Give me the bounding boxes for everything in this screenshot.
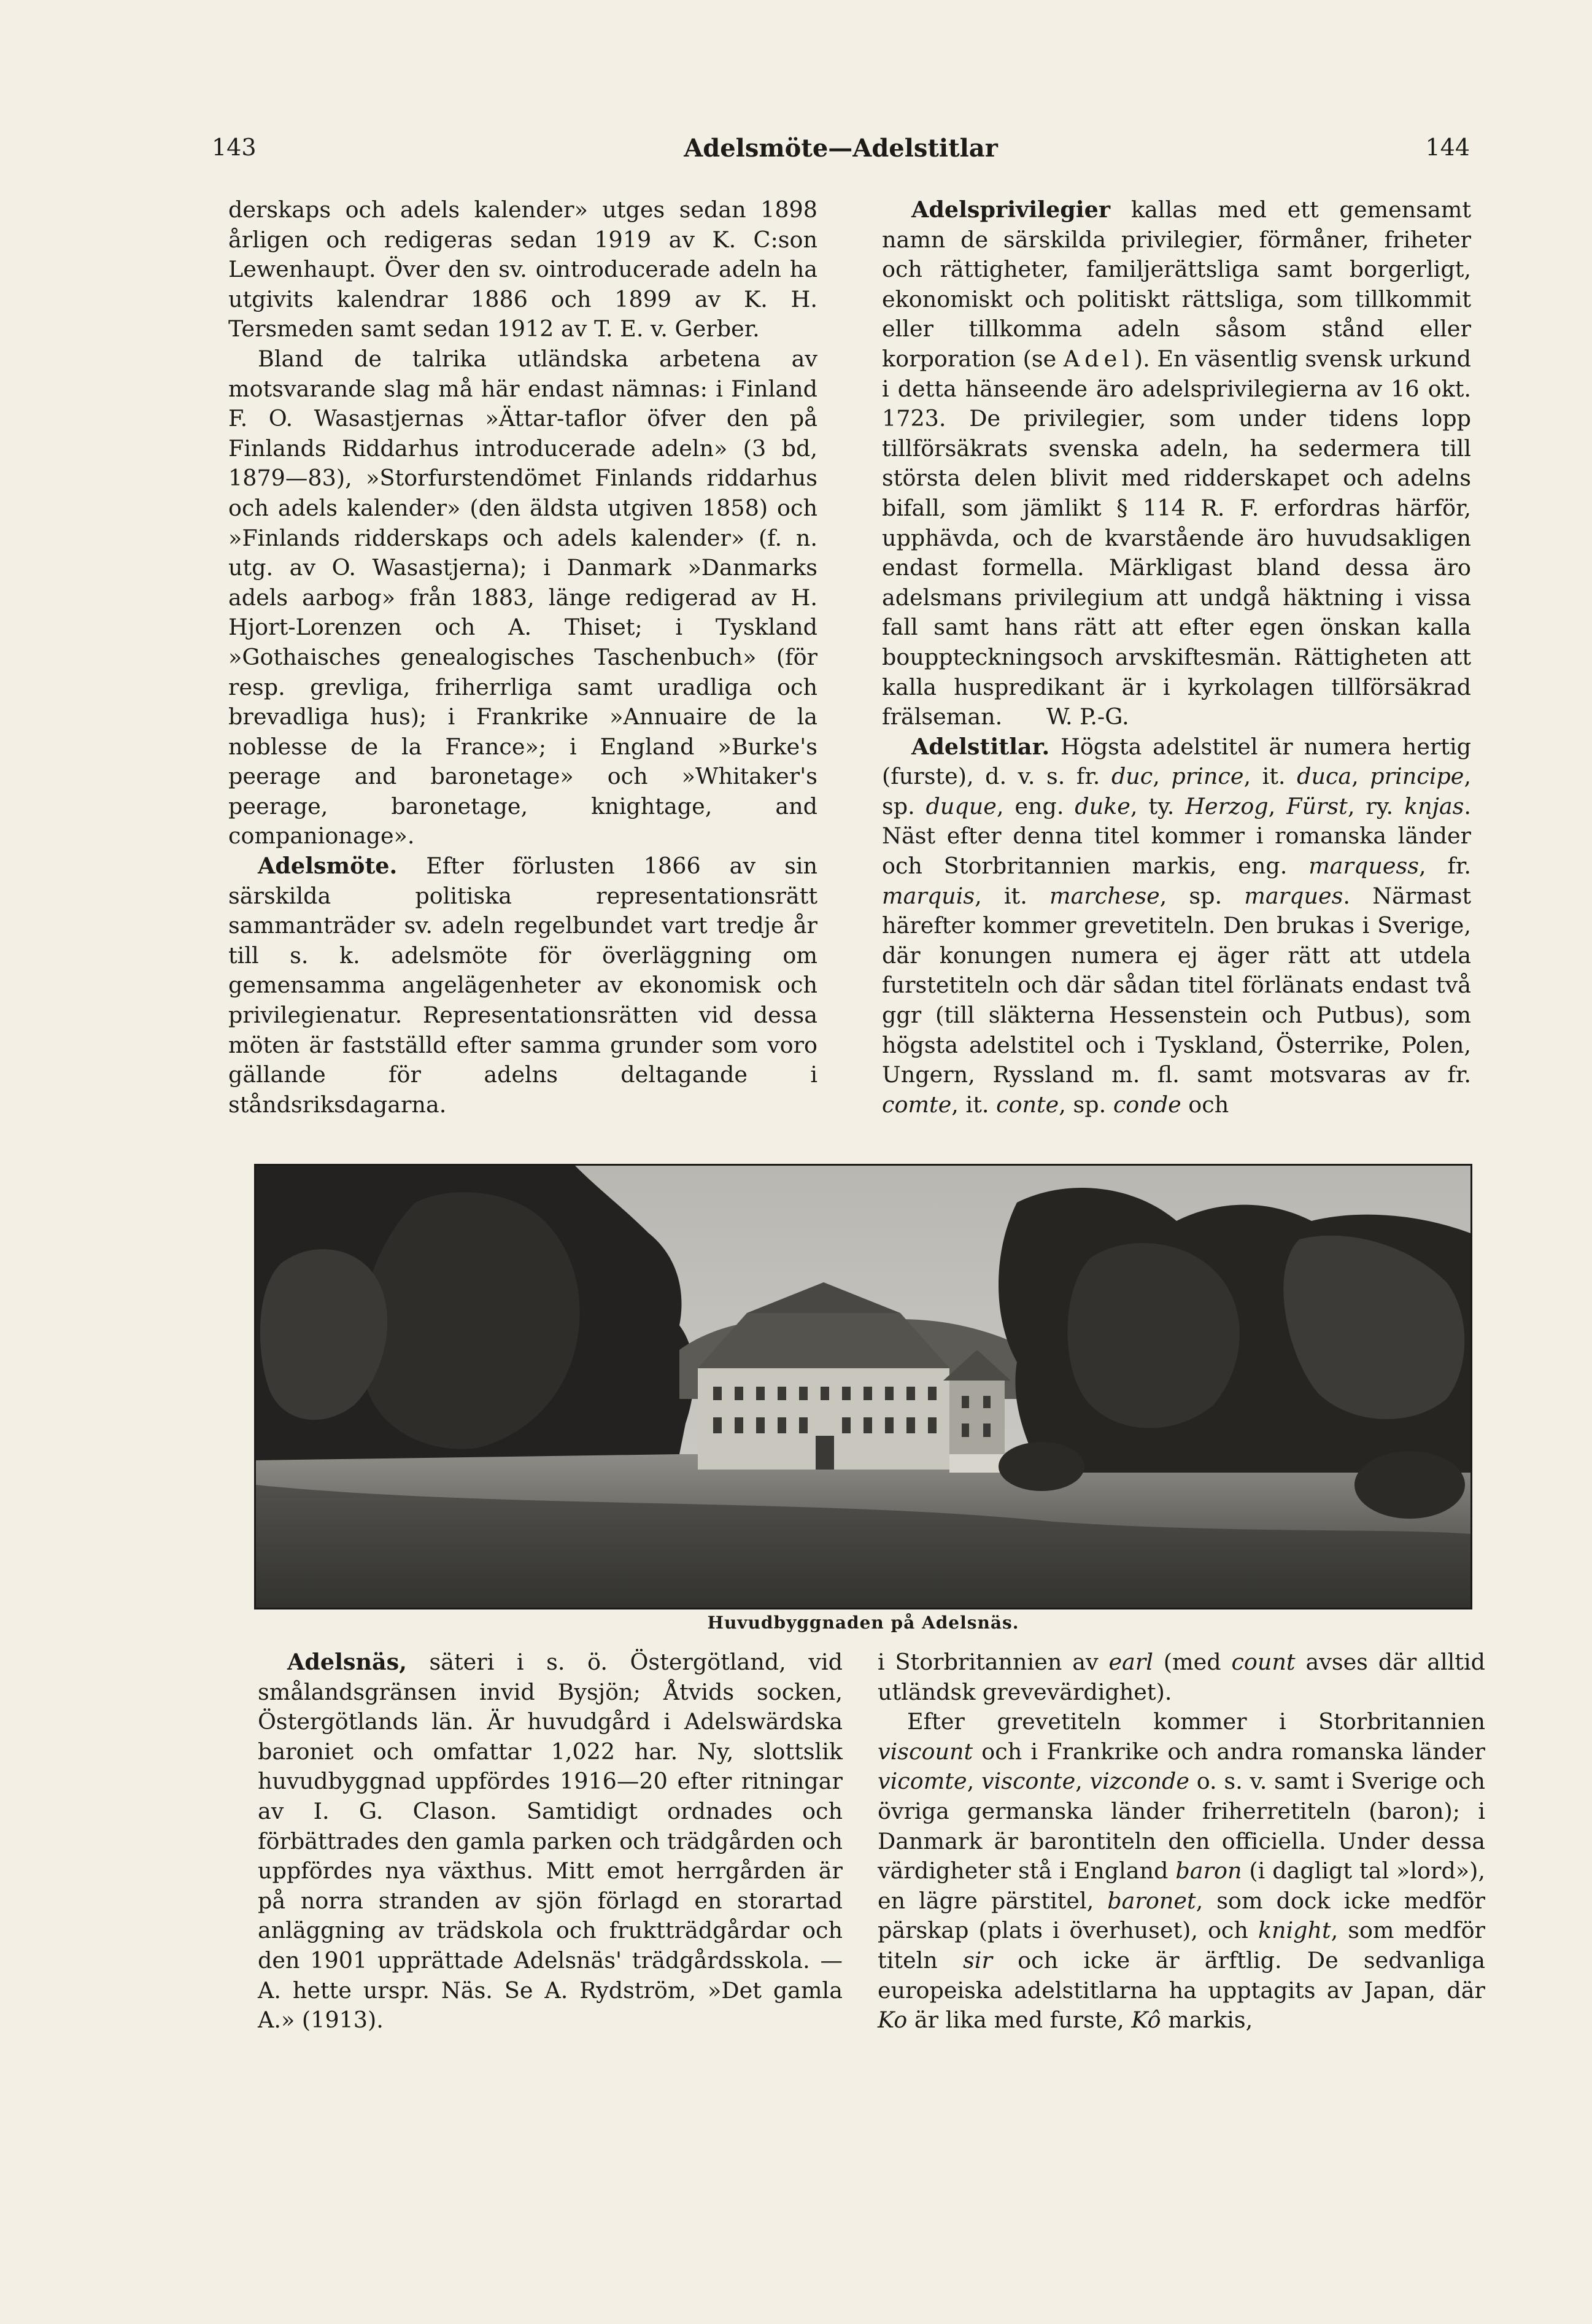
term: sir (963, 1946, 992, 1973)
lang-abbr: sp. (882, 792, 915, 819)
entry-text: o. s. v. samt i Sverige och övriga germanska länder friherretiteln (baron); i Danmark är barontiteln den officiella. Under dessa värdigheter stå i England (878, 1768, 1485, 1884)
term: conte (996, 1091, 1059, 1118)
entry-text: avses där alltid utländsk grevevärdighet). (878, 1649, 1486, 1705)
entry-text: ). En väsentlig svensk urkund i detta hänseende äro adelsprivilegierna av 16 okt. 1723. De privilegier, som under tidens lopp tillförsäkrats svenska adeln, ha sedermera till största delen blivit med ridderskapet och adelns bifall, som jämlikt § 114 R. F. erfordras härför, upphävda, och de kvarstående äro huvudsakligen endast formella. Märkligast bland dessa äro adelsmans privilegium att undgå häktning i vissa fall samt hans rätt att efter egen önskan kalla bouppteckningsoch arvskiftesmän. Rättigheten att kalla huspredikant är i kyrkolagen tillförsäkrad frälseman. (882, 345, 1471, 730)
column-bottom-left (258, 1648, 843, 2035)
running-title: Adelsmöte—Adelstitlar (684, 134, 998, 163)
page-header (212, 134, 1470, 171)
entry-text: markis, (1161, 2007, 1253, 2034)
entry-text: Närmast härefter kommer grevetiteln. Den brukas i Sverige, där konungen numera ej äger rätt att utdela furstetiteln och där sådan titel förlänats endast två ggr (till släkterna Hessenstein och Putbus), som högsta adelstitel och i Tyskland, Österrike, Polen, Ungern, Ryssland m. fl. samt motsvaras av fr. (882, 882, 1471, 1088)
term: visconte (981, 1768, 1076, 1795)
column-bottom-right (878, 1648, 1485, 2035)
headword: Adelsmöte. (258, 853, 398, 880)
term: duke (1075, 792, 1130, 819)
term: principe (1370, 763, 1464, 790)
photo-adelsnas-main-building (254, 1164, 1472, 1609)
term: Fürst (1286, 792, 1348, 819)
lang-abbr: it. (965, 1091, 989, 1118)
term: Kô (1131, 2007, 1161, 2034)
cross-reference: Adel (1063, 345, 1134, 372)
entry-text: i Storbritannien av (878, 1649, 1109, 1675)
page-number-right: 144 (1425, 134, 1470, 161)
lang-abbr: sp. (1073, 1091, 1107, 1118)
headword: Adelstitlar. (911, 733, 1050, 760)
entry-text: (med (1153, 1649, 1232, 1675)
column-top-right (882, 195, 1471, 1120)
headword: Adelsprivilegier (911, 196, 1111, 223)
entry-text: är lika med furste, (907, 2007, 1132, 2034)
term: marquess (1308, 853, 1419, 880)
lang-abbr: eng. (1014, 792, 1064, 819)
entry-text: , som dock icke medför pärskap (plats i överhuset), och (878, 1887, 1485, 1944)
signature: W. P.-G. (1046, 703, 1129, 730)
lang-abbr: sp. (1189, 882, 1223, 909)
term: comte (882, 1091, 952, 1118)
lang-abbr: it. (1262, 763, 1286, 790)
entry-adelsprivilegier (882, 195, 1471, 732)
paragraph: derskaps och adels kalender» utges sedan 1898 årligen och redigeras sedan 1919 av K. C:son Lewenhaupt. Över den sv. ointroducerade adeln ha utgivits kalendrar 1886 och 1899 av K. H. Tersmeden samt sedan 1912 av T. E. v. Gerber. (228, 196, 817, 343)
term: marques (1244, 882, 1343, 909)
term: marchese (1049, 882, 1160, 909)
term: baronet (1107, 1887, 1196, 1914)
lang-abbr: ry. (1366, 792, 1394, 819)
term: prince (1171, 763, 1244, 790)
term: Herzog (1185, 792, 1269, 819)
term: duque (925, 792, 997, 819)
term: knjas (1404, 792, 1464, 819)
headword: Adelsnäs, (287, 1649, 407, 1675)
lang-abbr: fr. (1447, 853, 1471, 880)
term: knight (1258, 1917, 1331, 1944)
entry-text: Näst efter denna titel kommer i romanska länder och Storbritannien markis, eng. (882, 823, 1471, 880)
term: vicomte (878, 1768, 967, 1795)
term: conde (1113, 1091, 1181, 1118)
entry-adelsnas (258, 1648, 843, 2035)
entry-text: (i dagligt tal »lord»), en lägre pärstitel, (878, 1857, 1486, 1914)
entry-adelsmote (228, 851, 817, 1120)
entry-text: och i Frankrike och andra romanska länder (973, 1738, 1485, 1765)
term: duca (1297, 763, 1352, 790)
photo-image (256, 1166, 1470, 1608)
entry-text: Efter grevetiteln kommer i Storbritannien (907, 1708, 1485, 1735)
page-number-left: 143 (212, 134, 257, 161)
term: viscount (878, 1738, 973, 1765)
photo-caption: Huvudbyggnaden på Adelsnäs. (707, 1613, 1019, 1633)
column-top-left (228, 195, 817, 1120)
term: earl (1108, 1649, 1153, 1675)
entry-text: , som medför titeln (878, 1917, 1485, 1973)
term: duc (1111, 763, 1153, 790)
entry-text: Efter förlusten 1866 av sin särskilda politiska representationsrätt sammanträder sv. adeln regelbundet vart tredje år till s. k. adelsmöte för överläggning om gemensamma angelägenheter av ekonomisk och privilegienatur. Representationsrätten vid dessa möten är fastställd efter samma grunder som voro gällande för adelns deltagande i ståndsriksdagarna. (228, 853, 817, 1118)
term: Ko (878, 2007, 908, 2034)
paragraph: Efter grevetiteln kommer i Storbritannien viscount och i Frankrike och andra romanska länder vicomte, visconte, vizconde o. s. v. samt i Sverige och övriga germanska länder friherretiteln (baron); i Danmark är barontiteln den officiella. Under dessa värdigheter stå i England baron (i dagligt tal »lord»), en lägre pärstitel, baronet, som dock icke medför pärskap (plats i överhuset), och knight, som medför titeln sir och icke är ärftlig. De sedvanliga europeiska adelstitlarna ha upptagits av Japan, där Ko är lika med furste, Kô markis, (878, 1708, 1486, 2034)
entry-text: och (1181, 1091, 1229, 1118)
lang-abbr: it. (1003, 882, 1027, 909)
entry-text: och icke är ärftlig. De sedvanliga europeiska adelstitlarna ha upptagits av Japan, där (878, 1946, 1485, 2004)
term: marquis (882, 882, 975, 909)
entry-text: Högsta adelstitel är numera hertig (furste), d. v. s. fr. (882, 733, 1471, 790)
entry-adelstitlar: Adelstitlar. Högsta adelstitel är numera hertig (furste), d. v. s. fr. duc, prince, it. duca, principe, sp. duque, eng. duke, ty. Herzog, Fürst, ry. knjas. Näst efter denna titel kommer i romanska länder och Storbritannien markis, eng. marquess, fr. marquis, it. marchese, sp. marques. Närmast härefter kommer grevetiteln. Den brukas i Sverige, där konungen numera ej äger rätt att utdela furstetiteln och där sådan titel förlänats endast två ggr (till släkterna Hessenstein och Putbus), som högsta adelstitel och i Tyskland, Österrike, Polen, Ungern, Ryssland m. fl. samt motsvaras av fr. comte, it. conte, sp. conde och (882, 733, 1471, 1118)
term: count (1231, 1649, 1296, 1675)
entry-text: säteri i s. ö. Östergötland, vid smålandsgränsen invid Bysjön; Åtvids socken, Östergötlands län. Är huvudgård i Adelswärdska baroniet och omfattar 1,022 har. Ny, slottslik huvudbyggnad uppfördes 1916—20 efter ritningar av I. G. Clason. Samtidigt ordnades och förbättrades den gamla parken och trädgården och uppfördes nya växthus. Mitt emot herrgården är på norra stranden av sjön förlagd en storartad anläggning av trädskola och fruktträdgårdar och den 1901 upprättade Adelsnäs' trädgårdsskola. — A. hette urspr. Näs. Se A. Rydström, »Det gamla A.» (1913). (258, 1649, 843, 2034)
paragraph (878, 1648, 1485, 1707)
paragraph: Bland de talrika utländska arbetena av motsvarande slag må här endast nämnas: i Finland F. O. Wasastjernas »Ättar-taflor öfver den på Finlands Riddarhus introducerade adeln» (3 bd, 1879—83), »Storfurstendömet Finlands riddarhus och adels kalender» (den äldsta utgiven 1858) och »Finlands ridderskaps och adels kalender» (f. n. utg. av O. Wasastjerna); i Danmark »Danmarks adels aarbog» från 1883, länge redigerad av H. Hjort-Lorenzen och A. Thiset; i Tyskland »Gothaisches genealogisches Taschenbuch» (för resp. grevliga, friherrliga samt uradliga och brevadliga hus); i Frankrike »Annuaire de la noblesse de la France»; i England »Burke's peerage and baronetage» och »Whitaker's peerage, baronetage, knightage, and companionage». (228, 345, 817, 850)
term: vizconde (1089, 1768, 1189, 1795)
entry-text: kallas med ett gemensamt namn de särskilda privilegier, förmåner, friheter och rättigheter, familjerättsliga samt borgerligt, ekonomiskt och politiskt rättsliga, som tillkommit eller tillkomma adeln såsom stånd eller korporation (se (882, 196, 1471, 372)
term: baron (1175, 1857, 1242, 1884)
lang-abbr: ty. (1148, 792, 1175, 819)
